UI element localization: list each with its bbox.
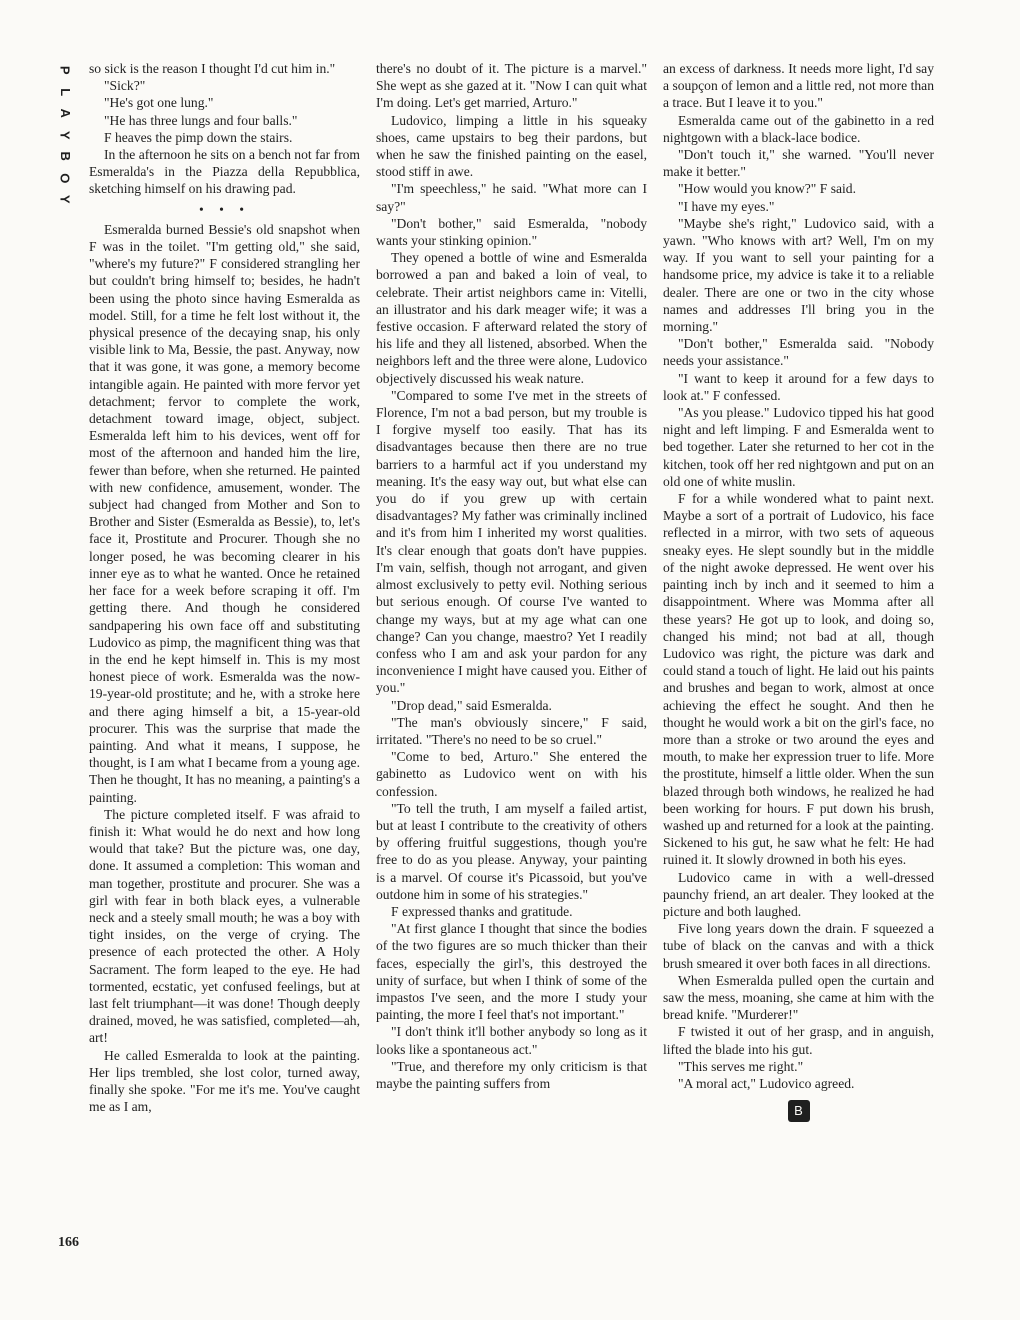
paragraph: • • • <box>198 201 251 217</box>
magazine-masthead <box>50 60 80 211</box>
masthead-letter: A <box>57 108 73 119</box>
paragraph: F expressed thanks and gratitude. <box>391 903 573 919</box>
paragraph: "Maybe she's right," Ludovico said, with a yawn. "Who knows with art? Well, I'm on my way. If you want to sell your painting for a handsome price, my advice is take it to a reliable dealer. There are one or two in the city whose names and addresses I'll bring you in the morning." <box>663 215 934 335</box>
text-column-1 <box>89 60 360 1115</box>
paragraph: He called Esmeralda to look at the painting. Her lips trembled, she lost color, turned away, finally she spoke. "For me it's me. You've caught me as I am, <box>89 1047 360 1115</box>
masthead-letter: B <box>57 151 73 162</box>
paragraph: In the afternoon he sits on a bench not far from Esmeralda's in the Piazza della Repubblica, sketching himself on his drawing pad. <box>89 147 360 197</box>
paragraph: Five long years down the drain. F squeezed a tube of black on the canvas and with a thick brush smeared it over both faces in all directions. <box>663 921 934 971</box>
paragraph: F heaves the pimp down the stairs. <box>104 129 293 145</box>
paragraph: "He has three lungs and four balls." <box>104 112 298 128</box>
paragraph: Ludovico, limping a little in his squeaky shoes, came upstairs to beg their pardons, but when he saw the finished painting on the easel, stood stiff in awe. <box>376 112 647 180</box>
paragraph: "I'm speechless," he said. "What more can I say?" <box>376 181 647 214</box>
paragraph: "I want to keep it around for a few days to look at." F confessed. <box>663 370 934 403</box>
paragraph: "Don't touch it," she warned. "You'll never make it better." <box>663 147 934 180</box>
paragraph: there's no doubt of it. The picture is a marvel." She wept as she gazed at it. "Now I can quit what I'm doing. Let's get married, Arturo." <box>376 61 647 111</box>
paragraph: an excess of darkness. It needs more light, I'd say a soupçon of lemon and a little red, not more than a trace. But I leave it to you." <box>663 61 934 111</box>
paragraph: "Compared to some I've met in the streets of Florence, I'm not a bad person, but my trouble is I forgive myself too easily. That has its disadvantages because then there are no true barriers to a harmful act if you understand my meaning. It's the easy way out, but what else can you do if you grew up with certain disadvantages? My father was criminally inclined and it's from him I inherited my worst qualities. It's clear enough that goats don't have puppies. I'm vain, selfish, though not arrogant, and given almost exclusively to petty evil. Nothing serious but serious enough. Of course I've wanted to change my ways, but at my age what can one change? Can you change, maestro? Yet I readily confess who I am and ask your pardon for any inconvenience I might have caused you. Either of you." <box>376 387 647 696</box>
text-column-3 <box>663 60 934 1122</box>
paragraph: "Sick?" <box>104 78 146 94</box>
masthead-letter: O <box>57 172 73 184</box>
paragraph: Esmeralda came out of the gabinetto in a red nightgown with a black-lace bodice. <box>663 112 934 145</box>
paragraph: They opened a bottle of wine and Esmeralda borrowed a pan and baked a loin of veal, to celebrate. Their artist neighbors came in: Vitelli, an illustrator and his dark meager wife; it was a festive occasion. F afterward related the story of his life and they all listened, absorbed. When the neighbors left and the three were alone, Ludovico objectively discussed his weak nature. <box>376 250 647 386</box>
paragraph: "How would you know?" F said. <box>678 181 856 197</box>
masthead-letter: Y <box>57 194 73 205</box>
paragraph: "Don't bother," Esmeralda said. "Nobody needs your assistance." <box>663 336 934 369</box>
text-column-2 <box>376 60 647 1092</box>
paragraph: F twisted it out of her grasp, and in anguish, lifted the blade into his gut. <box>663 1024 934 1057</box>
paragraph: Esmeralda burned Bessie's old snapshot when F was in the toilet. "I'm getting old," she said, "where's my future?" F considered strangling her but couldn't bring himself to; besides, he hadn't been using the photo since having Esmeralda as model. Still, for a time he felt lost without it, the physical presence of the decaying snap, his only visible link to Ma, Bessie, the past. Anyway, now that it was gone, it was gone, a memory become intangible again. He painted with more fervor yet detachment; fervor to complete the work, detachment toward image, object, subject. Esmeralda left him to his devices, went off for most of the afternoon and handed him the lire, fewer than before, when she returned. He painted with new confidence, amusement, wonder. The subject had changed from Mother and Son to Brother and Sister (Esmeralda as Bessie), to, let's face it, Prostitute and Procurer. Though she no longer posed, he was becoming clearer in his inner eye as to what he wanted. Once he retained her face for a week before scraping it off. I'm getting there. And though he considered sandpapering his own face off and substituting Ludovico as pimp, the magnificent thing was that in the end he kept himself in. This is my most honest piece of work. Esmeralda was the now-19-year-old prostitute; and he, with a stroke here and there aging himself a bit, a 15-year-old procurer. This was the surprise that made the painting. And what it means, I suppose, he thought, is I am what I became from a young age. Then he thought, It has no meaning, a painting's a painting. <box>89 221 360 805</box>
paragraph: The picture completed itself. F was afraid to finish it: What would he do next and how long would that take? But the picture was, one day, done. It assumed a completion: This woman and man together, prostitute and procurer. She was a girl with fear in both black eyes, a vulnerable neck and a steely small mouth; he was a boy with tight insides, on the verge of crying. The presence of each protected the other. A Holy Sacrament. The form leaped to the eye. He had tormented, ecstatic, yet confused feelings, but at last felt triumphant—it was done! Though deeply drained, moved, he was satisfied, completed—ah, art! <box>89 806 360 1046</box>
paragraph: "Don't bother," said Esmeralda, "nobody wants your stinking opinion." <box>376 215 647 249</box>
masthead-letter: L <box>57 87 73 97</box>
page-number: 166 <box>58 1235 79 1250</box>
paragraph: "The man's obviously sincere," F said, irritated. "There's no need to be so cruel." <box>376 714 647 747</box>
paragraph: When Esmeralda pulled open the curtain and saw the mess, moaning, she came at him with the bread knife. "Murderer!" <box>663 972 934 1023</box>
paragraph: Ludovico came in with a well-dressed paunchy friend, an art dealer. They looked at the picture and both laughed. <box>663 869 934 919</box>
end-mark-icon: B <box>788 1100 810 1122</box>
paragraph: "A moral act," Ludovico agreed. <box>678 1075 855 1091</box>
paragraph: "At first glance I thought that since the bodies of the two figures are so much thicker than their faces, especially the girl's, this destroyed the unity of surface, but when I think of some of the impastos I've seen, and the more I study your painting, the more I feel that's not important." <box>376 921 647 1023</box>
paragraph: F for a while wondered what to paint next. Maybe a sort of a portrait of Ludovico, his face reflected in a mirror, with two sets of aqueous sneaky eyes. He slept soundly but in the middle of the night awoke depressed. He went over his painting inch by inch and it seemed to him a disappointment. Where was Momma after all these years? He got up to look, and doing so, changed his mind; not bad at all, though Ludovico was right, the picture was dark and could stand a touch of light. He laid out his paints and brushes and began to work, almost at once achieving the effect he sought. And then he thought he would work a bit on the girl's face, no more than a stroke or two around the eyes and mouth, to make her expression truer to life. More the prostitute, himself a little older. When the sun blazed through both windows, he realized he had been working for hours. F put down his brush, washed up and returned for a look at the painting. Sickened to his gut, he saw what he felt: He had ruined it. It slowly drowned in both his eyes. <box>663 491 934 868</box>
paragraph: "As you please." Ludovico tipped his hat good night and left limping. F and Esmeralda went to bed together. Later she returned to her cot in the kitchen, took off her red nightgown and put on an old one of white muslin. <box>663 405 934 489</box>
masthead-letter: Y <box>57 130 73 141</box>
paragraph: "True, and therefore my only criticism is that maybe the painting suffers from <box>376 1058 647 1091</box>
paragraph: "Come to bed, Arturo." She entered the gabinetto as Ludovico went on with his confession. <box>376 749 647 799</box>
paragraph: "This serves me right." <box>678 1058 804 1074</box>
paragraph: so sick is the reason I thought I'd cut him in." <box>89 61 336 76</box>
masthead-letter: P <box>57 65 73 76</box>
paragraph: "Drop dead," said Esmeralda. <box>391 697 552 713</box>
paragraph: "To tell the truth, I am myself a failed artist, but at least I contribute to the creativity of others by offering fruitful suggestions, though you're free to do as you please. Anyway, your painting is a marvel. Of course it's Picassoid, but you've outdone him in some of his strategies." <box>376 800 647 902</box>
paragraph: "I have my eyes." <box>678 198 775 214</box>
paragraph: "He's got one lung." <box>104 95 214 111</box>
paragraph: "I don't think it'll bother anybody so long as it looks like a spontaneous act." <box>376 1024 647 1057</box>
